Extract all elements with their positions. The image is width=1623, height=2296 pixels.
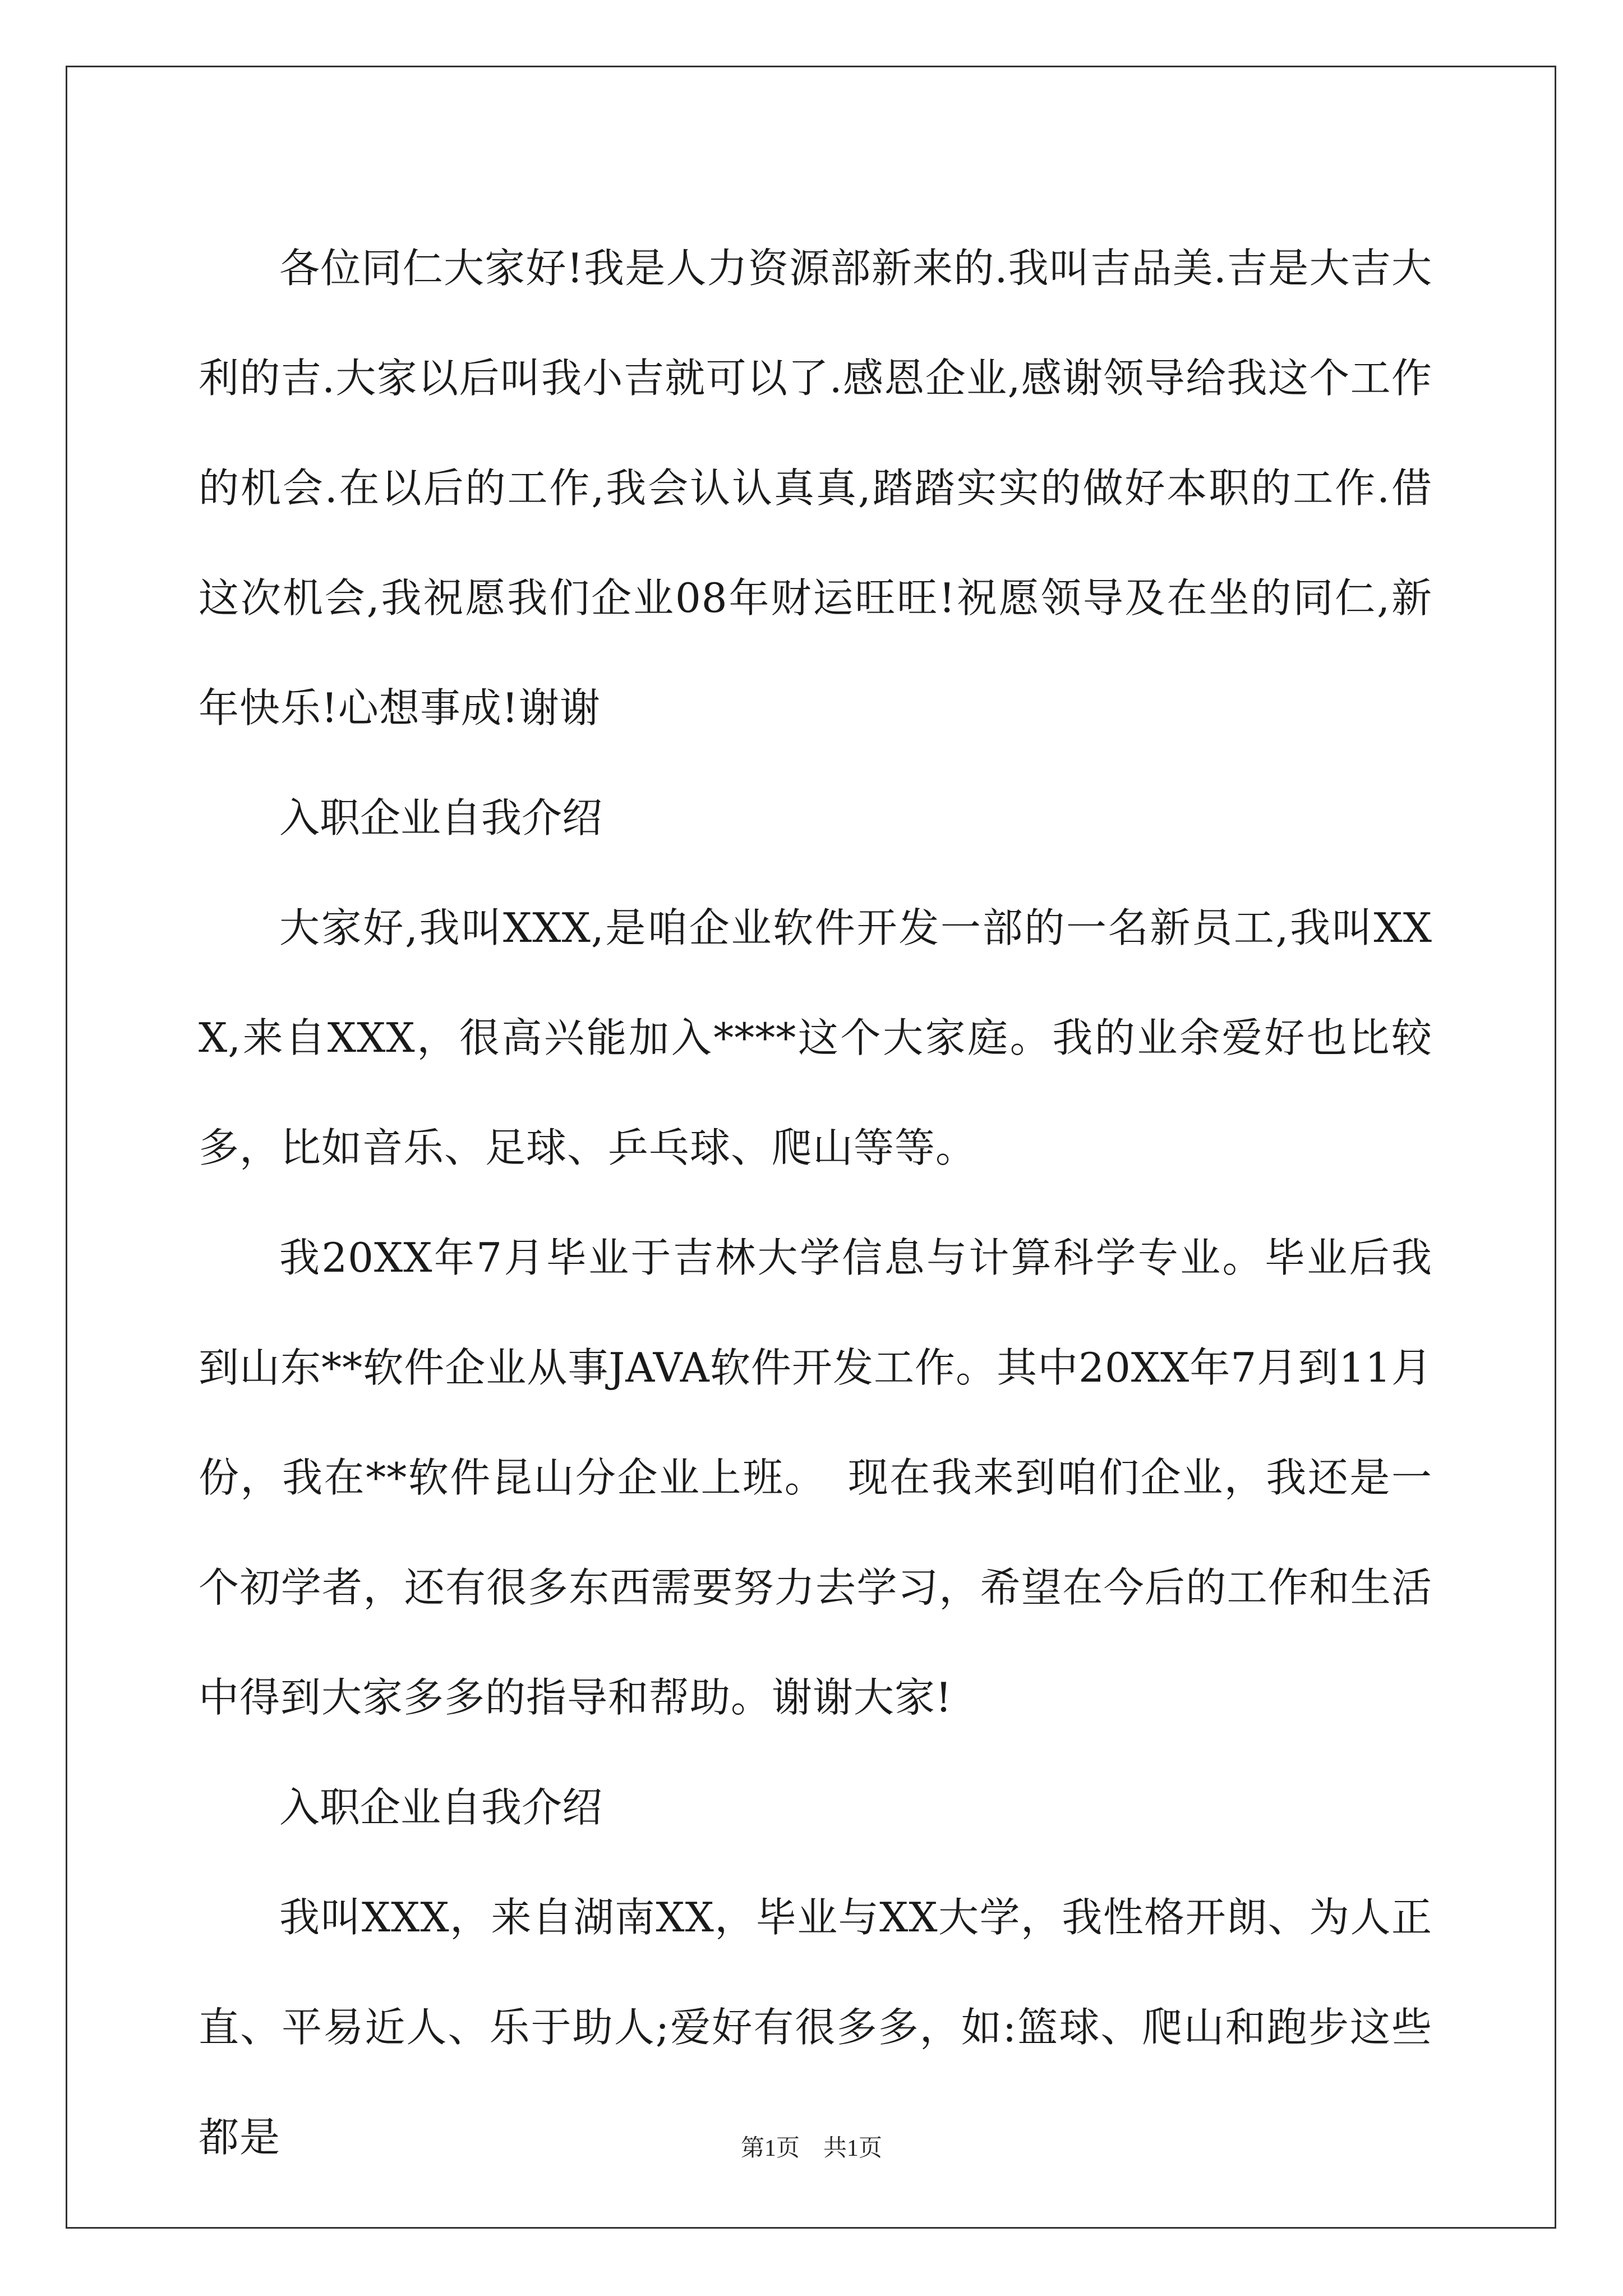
- page-number-footer: 第1页 共1页: [740, 2136, 882, 2161]
- section-heading: 入职企业自我介绍: [279, 794, 603, 841]
- paragraph-personal: 我叫XXX，来自湖南XX，毕业与XX大学，我性格开朗、为人正直、平易近人、乐于助人;爱好有很多多，如:篮球、爬山和跑步这些都是: [199, 1894, 1432, 2161]
- paragraph-greeting: 各位同仁大家好!我是人力资源部新来的.我叫吉品美.吉是大吉大利的吉.大家以后叫我小吉就可以了.感恩企业,感谢领导给我这个工作的机会.在以后的工作,我会认认真真,踏踏实实的做好本职的工作.借这次机会,我祝愿我们企业08年财运旺旺!祝愿领导及在坐的同仁,新年快乐!心想事成!谢谢: [199, 245, 1432, 731]
- document-body: [199, 213, 1432, 2192]
- section-heading: 入职企业自我介绍: [279, 1784, 603, 1831]
- paragraph-intro: 大家好,我叫XXX,是咱企业软件开发一部的一名新员工,我叫XXX,来自XXX，很高兴能加入****这个大家庭。我的业余爱好也比较多，比如音乐、足球、乒乓球、爬山等等。: [199, 904, 1432, 1171]
- paragraph-experience: 我20XX年7月毕业于吉林大学信息与计算科学专业。毕业后我到山东**软件企业从事JAVA软件开发工作。其中20XX年7月到11月份，我在**软件昆山分企业上班。 现在我来到咱们企业，我还是一个初学者，还有很多东西需要努力去学习，希望在今后的工作和生活中得到大家多多的指导和帮助。谢谢大家!: [199, 1234, 1432, 1721]
